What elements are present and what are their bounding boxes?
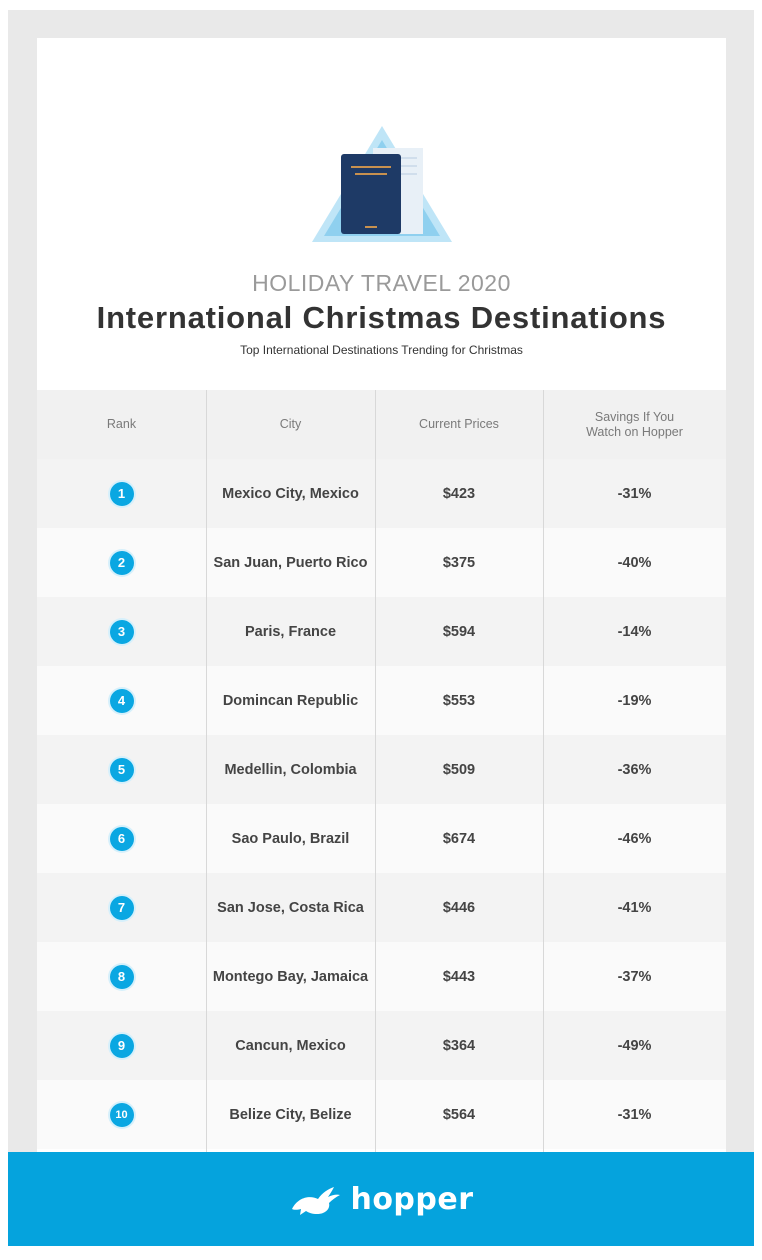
price-cell: $674 bbox=[442, 830, 476, 847]
price-cell: $364 bbox=[442, 1037, 476, 1054]
price-cell: $423 bbox=[442, 485, 476, 502]
rank-badge: 6 bbox=[110, 827, 134, 851]
brand-logo-text: hopper bbox=[350, 1181, 474, 1217]
column-header-savings bbox=[543, 390, 726, 459]
rank-badge: 5 bbox=[110, 758, 134, 782]
passport-icon bbox=[307, 118, 457, 248]
price-cell: $375 bbox=[442, 554, 476, 571]
page-subtitle: Top International Destinations Trending for Christmas bbox=[240, 343, 523, 357]
infographic-card bbox=[37, 38, 726, 1152]
city-cell: Cancun, Mexico bbox=[235, 1037, 346, 1054]
rank-badge: 9 bbox=[110, 1034, 134, 1058]
column-header-rank: Rank bbox=[106, 417, 137, 431]
savings-cell: -46% bbox=[617, 830, 652, 847]
savings-cell: -49% bbox=[617, 1037, 652, 1054]
savings-cell: -41% bbox=[617, 899, 652, 916]
savings-cell: -36% bbox=[617, 761, 652, 778]
savings-cell: -37% bbox=[617, 968, 652, 985]
table-row bbox=[37, 804, 726, 873]
city-cell: Montego Bay, Jamaica bbox=[212, 968, 369, 985]
savings-cell: -40% bbox=[617, 554, 652, 571]
savings-cell: -19% bbox=[617, 692, 652, 709]
footer-banner bbox=[8, 1152, 754, 1246]
column-header-price: Current Prices bbox=[419, 417, 499, 431]
table-row bbox=[37, 942, 726, 1011]
city-cell: Paris, France bbox=[244, 623, 337, 640]
table-header bbox=[37, 390, 726, 459]
city-cell: San Jose, Costa Rica bbox=[217, 899, 364, 916]
rank-badge: 8 bbox=[110, 965, 134, 989]
savings-cell: -31% bbox=[617, 1106, 652, 1123]
hopper-bunny-icon bbox=[288, 1179, 342, 1219]
price-cell: $564 bbox=[442, 1106, 476, 1123]
column-divider bbox=[206, 390, 207, 1152]
rank-badge: 2 bbox=[110, 551, 134, 575]
destinations-table bbox=[37, 390, 726, 1149]
city-cell: Sao Paulo, Brazil bbox=[231, 830, 350, 847]
savings-cell: -31% bbox=[617, 485, 652, 502]
column-header-city: City bbox=[279, 417, 302, 431]
page-title: International Christmas Destinations bbox=[96, 300, 667, 335]
price-cell: $443 bbox=[442, 968, 476, 985]
table-body bbox=[37, 459, 726, 1149]
price-cell: $446 bbox=[442, 899, 476, 916]
rank-badge: 3 bbox=[110, 620, 134, 644]
column-divider bbox=[543, 390, 544, 1152]
rank-badge: 4 bbox=[110, 689, 134, 713]
table-row bbox=[37, 873, 726, 942]
table-row bbox=[37, 735, 726, 804]
price-cell: $509 bbox=[442, 761, 476, 778]
price-cell: $553 bbox=[442, 692, 476, 709]
city-cell: Medellin, Colombia bbox=[224, 761, 357, 778]
table-row bbox=[37, 1080, 726, 1149]
header bbox=[37, 38, 726, 390]
city-cell: Mexico City, Mexico bbox=[222, 485, 359, 502]
table-row bbox=[37, 528, 726, 597]
table-row bbox=[37, 666, 726, 735]
column-header-savings-label: Savings If You Watch on Hopper bbox=[586, 409, 683, 439]
rank-badge: 1 bbox=[110, 482, 134, 506]
city-cell: Domincan Republic bbox=[222, 692, 359, 709]
table-row bbox=[37, 1011, 726, 1080]
price-cell: $594 bbox=[442, 623, 476, 640]
eyebrow-heading: HOLIDAY TRAVEL 2020 bbox=[252, 270, 511, 296]
rank-badge: 7 bbox=[110, 896, 134, 920]
table-row bbox=[37, 597, 726, 666]
table-row bbox=[37, 459, 726, 528]
column-divider bbox=[375, 390, 376, 1152]
rank-badge: 10 bbox=[110, 1103, 134, 1127]
city-cell: Belize City, Belize bbox=[229, 1106, 352, 1123]
savings-cell: -14% bbox=[617, 623, 652, 640]
city-cell: San Juan, Puerto Rico bbox=[213, 554, 368, 571]
